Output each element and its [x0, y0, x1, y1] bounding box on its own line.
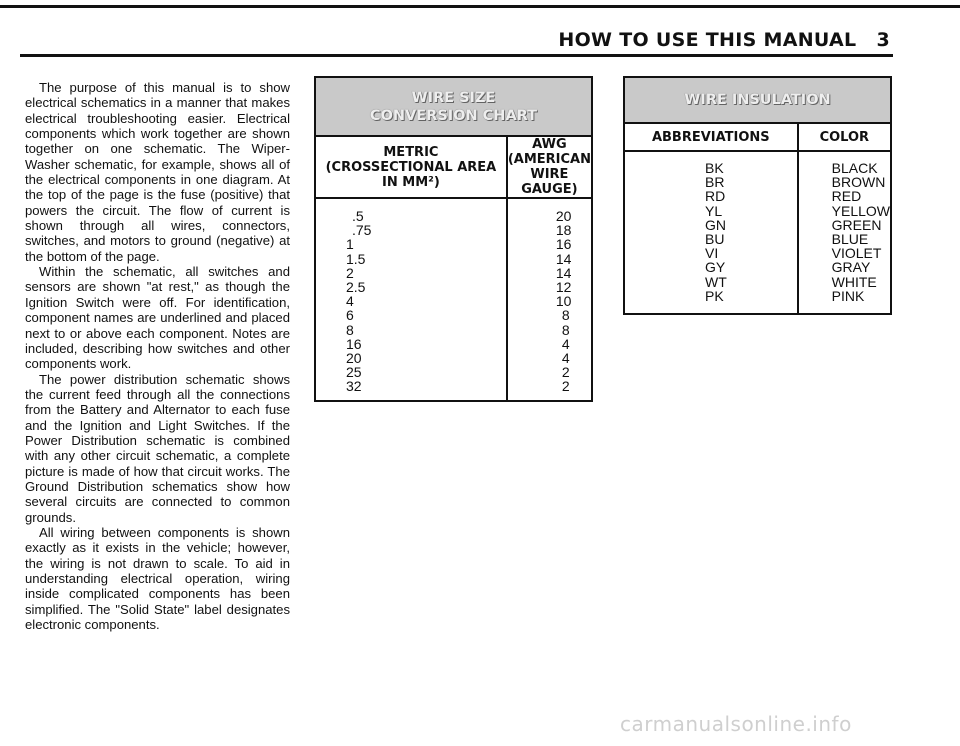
color-name: YELLOW — [831, 202, 890, 219]
awg-value: 14 — [555, 250, 572, 267]
metric-value: 1 — [346, 236, 354, 253]
metric-values — [315, 198, 507, 401]
page-number: 3 — [876, 29, 890, 51]
color-name: GRAY — [831, 259, 871, 276]
awg-value: 8 — [561, 307, 570, 324]
awg-value: 16 — [555, 236, 572, 253]
abbreviation: VI — [705, 245, 719, 262]
color-name: BLUE — [831, 231, 869, 248]
metric-value: 2.5 — [346, 279, 366, 296]
body-text — [25, 80, 290, 632]
awg-value: 12 — [555, 279, 572, 296]
color-name: PINK — [831, 287, 865, 304]
abbreviation: YL — [705, 202, 723, 219]
abbreviation: BR — [705, 174, 725, 191]
abbreviation: WT — [705, 273, 727, 290]
header-line: WIRE GAUGE) — [521, 167, 578, 197]
header-line: (CROSSECTIONAL AREA — [325, 159, 497, 175]
paragraph: The purpose of this manual is to show electrical schematics in a manner that makes electrical troubleshooting easier. Electrical components which work together are shown together on one schematic. The Wiper-Washer schematic, for example, shows all of the electrical components in one diagram. At the top of the page is the fuse (positive) that powers the circuit. The flow of current is shown through all wires, connectors, switches, and motors to ground (negative) at the bottom of the page. — [25, 80, 290, 264]
awg-values — [507, 198, 592, 401]
page-header — [558, 29, 890, 51]
metric-value: 20 — [346, 350, 362, 367]
awg-value: 14 — [555, 264, 572, 281]
metric-value: 1.5 — [346, 250, 366, 267]
header-line: (AMERICAN — [507, 152, 591, 167]
metric-value: 6 — [346, 307, 354, 324]
awg-column-header — [507, 136, 592, 198]
metric-value: .5 — [352, 208, 364, 224]
abbreviation: GY — [705, 259, 726, 276]
metric-value: 25 — [346, 364, 362, 381]
awg-value: 20 — [555, 208, 572, 224]
color-values — [798, 151, 891, 314]
wire-size-chart-title — [315, 77, 592, 136]
wire-size-conversion-chart — [314, 76, 593, 402]
abbreviation: RD — [705, 188, 726, 205]
metric-value: 32 — [346, 378, 362, 395]
metric-column-header — [315, 136, 507, 198]
chart-title-line: WIRE SIZE — [411, 89, 496, 106]
metric-value: 8 — [346, 321, 354, 338]
color-name: BROWN — [831, 174, 886, 191]
color-name: VIOLET — [831, 245, 882, 262]
abbreviation: PK — [705, 287, 724, 304]
page-title: HOW TO USE THIS MANUAL — [558, 29, 857, 51]
color-name: WHITE — [831, 273, 877, 290]
awg-value: 2 — [561, 364, 570, 381]
abbreviation: BK — [705, 160, 724, 176]
metric-value: .75 — [352, 222, 372, 239]
color-name: BLACK — [831, 160, 878, 176]
metric-value: 16 — [346, 335, 362, 352]
chart-title-line: WIRE INSULATION — [684, 92, 831, 108]
awg-value: 8 — [561, 321, 570, 338]
header-rule — [20, 54, 893, 57]
color-name: GREEN — [831, 216, 882, 233]
wire-insulation-chart-title — [624, 77, 891, 123]
awg-value: 18 — [555, 222, 572, 239]
header-line: AWG — [532, 137, 567, 152]
paragraph: The power distribution schematic shows the current feed through all the connections from the Battery and Alternator to each fuse and the Ignition and Light Switches. If the Power Distribution schematic is combined with any other circuit schematic, a complete picture is made of how that circuit works. The Ground Distribution schematics show how several circuits are connected to common grounds. — [25, 371, 290, 525]
wire-insulation-chart — [623, 76, 892, 315]
metric-value: 4 — [346, 293, 354, 310]
top-border-rule — [0, 5, 960, 8]
paragraph: Within the schematic, all switches and sensors are shown "at rest," as though the Ignition Switch were off. For identification, component names are underlined and placed next to or above each component. Notes are included, describing how switches and other components work. — [25, 264, 290, 372]
abbreviation: BU — [705, 231, 725, 248]
abbreviation: GN — [705, 216, 726, 233]
color-column-header: COLOR — [798, 123, 891, 151]
abbreviations-column-header: ABBREVIATIONS — [624, 123, 798, 151]
abbreviation-values — [624, 151, 798, 314]
header-line: IN MM²) — [382, 174, 440, 190]
watermark: carmanualsonline.info — [620, 712, 852, 736]
paragraph: All wiring between components is shown exactly as it exists in the vehicle; however, the wiring is not drawn to scale. To aid in understanding electrical operation, wiring inside complicated components has been simplified. The "Solid State" label designates electronic components. — [25, 524, 290, 633]
color-name: RED — [831, 188, 862, 205]
awg-value: 10 — [555, 293, 572, 310]
metric-value: 2 — [346, 264, 354, 281]
awg-value: 2 — [561, 378, 570, 395]
chart-title-line: CONVERSION CHART — [369, 107, 538, 124]
awg-value: 4 — [561, 350, 570, 367]
header-line: METRIC — [383, 144, 439, 160]
awg-value: 4 — [561, 335, 570, 352]
